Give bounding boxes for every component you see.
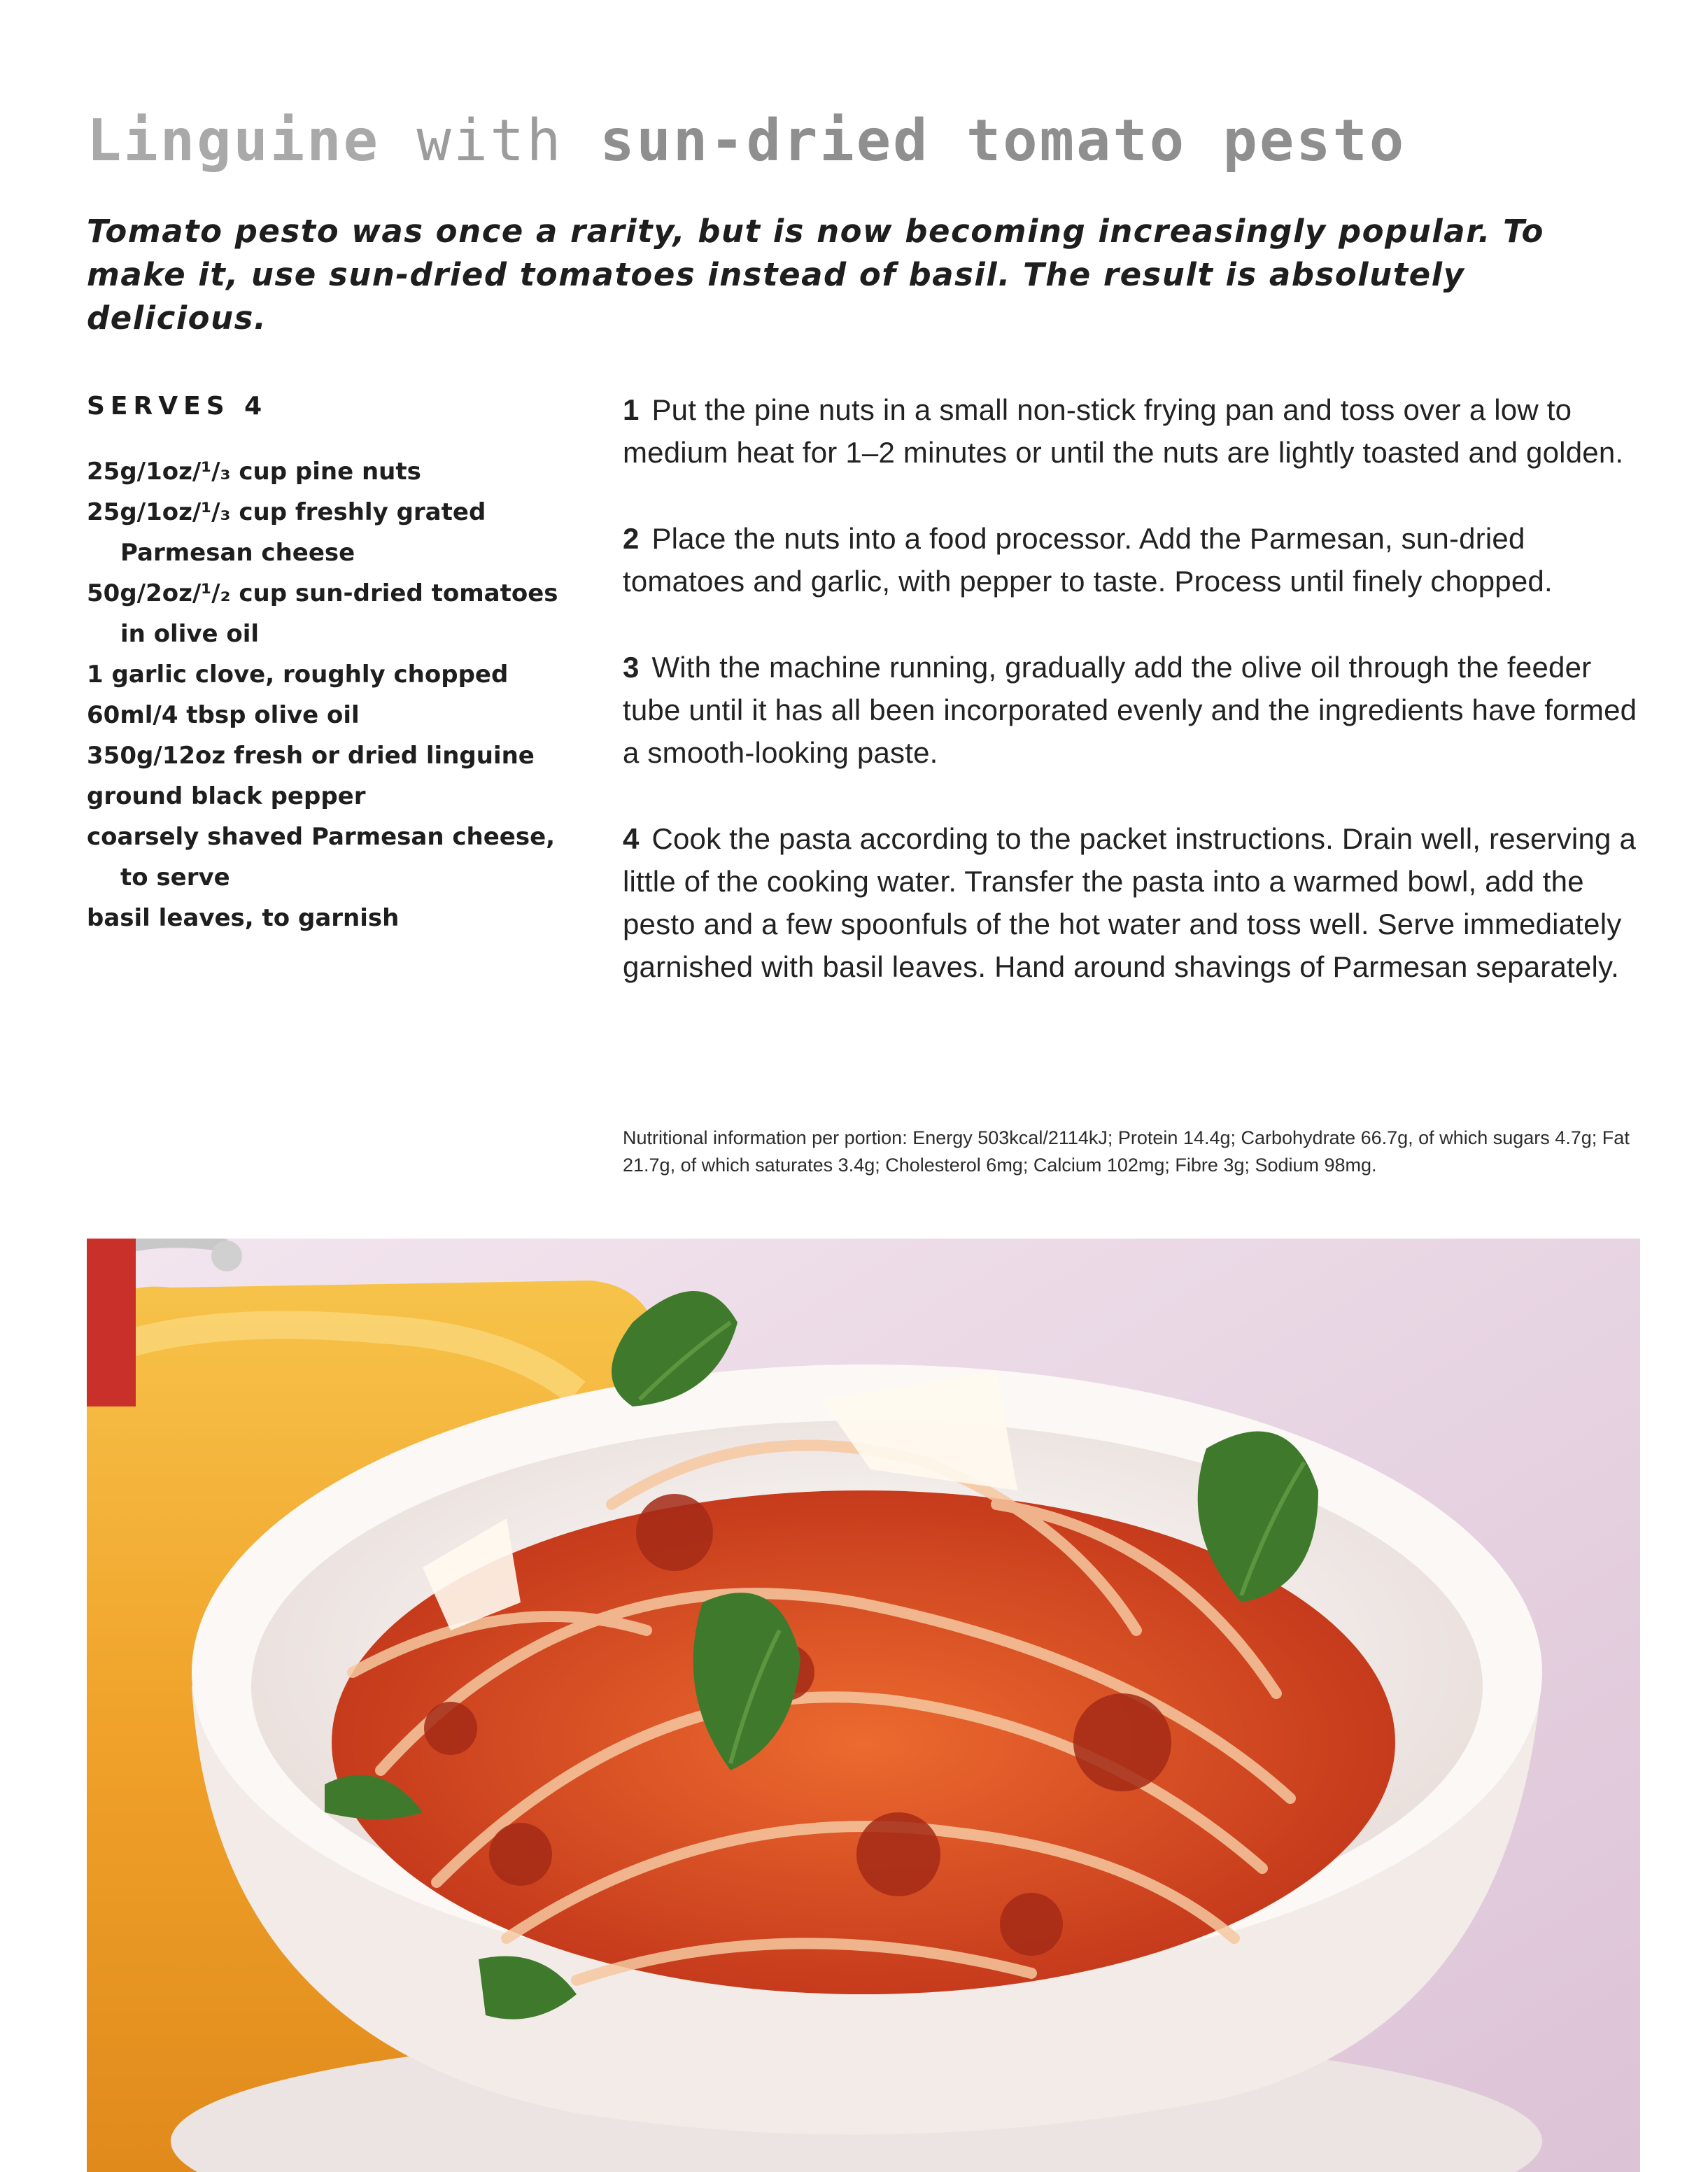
step-text: With the machine running, gradually add the olive oil through the feeder tube until it has all been incorporated evenly and the ingredients have formed a smooth-looking paste. <box>623 651 1637 769</box>
ingredient-text: 350g/12oz fresh or dried linguine <box>87 742 535 770</box>
ingredient-item <box>87 898 563 938</box>
serves-heading: SERVES 4 <box>87 392 268 421</box>
step-number: 1 <box>623 393 640 426</box>
method-step-2 <box>623 517 1637 602</box>
ingredient-text-continued: to serve <box>120 863 230 891</box>
ingredient-text: 25g/1oz/¹/₃ cup freshly grated <box>87 498 486 526</box>
step-text: Cook the pasta according to the packet instructions. Drain well, reserving a little of the cooking water. Transfer the pasta into a warmed bowl, add the pesto and a few spoonfuls of the hot water and toss well. Serve immediately garnished with basil leaves. Hand around shavings of Parmesan separately. <box>623 822 1637 983</box>
ingredients-panel <box>87 392 563 938</box>
recipe-intro: Tomato pesto was once a rarity, but is now becoming increasingly popular. To make it, use sun-dried tomatoes instead of basil. The result is absolutely delicious. <box>87 213 1544 337</box>
method-steps <box>623 388 1637 1031</box>
step-number: 4 <box>623 822 640 855</box>
pasta-bowl-illustration <box>87 1239 1640 2172</box>
ingredient-item <box>87 776 563 817</box>
ingredient-item <box>87 735 563 776</box>
ingredient-text: ground black pepper <box>87 782 366 810</box>
ingredient-text-continued: in olive oil <box>120 620 260 648</box>
ingredient-item <box>87 654 563 695</box>
ingredient-text: 60ml/4 tbsp olive oil <box>87 701 360 729</box>
title-part-with: with <box>416 108 563 174</box>
title-part-linguine: Linguine <box>87 108 380 174</box>
title-part-pesto: sun-dried tomato pesto <box>600 108 1406 174</box>
step-text: Place the nuts into a food processor. Add the Parmesan, sun-dried tomatoes and garlic, with pepper to taste. Process until finely chopped. <box>623 522 1553 598</box>
ingredient-text: basil leaves, to garnish <box>87 904 400 932</box>
ingredient-text: 50g/2oz/¹/₂ cup sun-dried tomatoes <box>87 579 558 607</box>
recipe-photo <box>87 1239 1640 2172</box>
step-number: 3 <box>623 651 640 684</box>
step-number: 2 <box>623 522 640 555</box>
ingredient-text: 25g/1oz/¹/₃ cup pine nuts <box>87 458 421 486</box>
step-text: Put the pine nuts in a small non-stick frying pan and toss over a low to medium heat for 1–2 minutes or until the nuts are lightly toasted and golden. <box>623 393 1624 469</box>
ingredient-item <box>87 695 563 735</box>
ingredient-text: 1 garlic clove, roughly chopped <box>87 661 509 689</box>
ingredient-item <box>87 492 563 573</box>
ingredient-text: coarsely shaved Parmesan cheese, <box>87 823 556 851</box>
method-step-4 <box>623 817 1637 988</box>
nutrition-info: Nutritional information per portion: Energy 503kcal/2114kJ; Protein 14.4g; Carbohydrate 66.7g, of which sugars 4.7g; Fat 21.7g, of which saturates 3.4g; Cholesterol 6mg; Calcium 102mg; Fibre 3g; Sodium 98mg. <box>623 1127 1630 1176</box>
ingredient-list <box>87 451 563 938</box>
ingredient-item <box>87 451 563 492</box>
ingredient-item <box>87 817 563 898</box>
ingredient-text-continued: Parmesan cheese <box>120 539 355 567</box>
method-step-1 <box>623 388 1637 474</box>
method-step-3 <box>623 646 1637 774</box>
recipe-title <box>87 106 1406 176</box>
ingredient-item <box>87 573 563 654</box>
